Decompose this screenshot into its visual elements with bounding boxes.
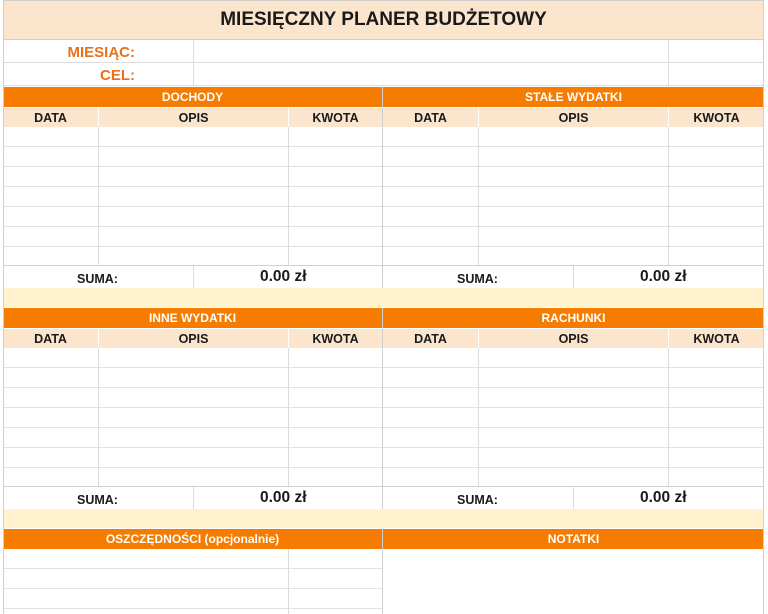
income-col-date: DATA xyxy=(3,108,98,127)
goal-label: CEL: xyxy=(100,66,135,84)
bills-col-date: DATA xyxy=(383,329,478,348)
income-sum-label: SUMA: xyxy=(77,272,118,286)
goal-input[interactable] xyxy=(194,63,668,85)
income-section-header: DOCHODY xyxy=(3,87,382,107)
bills-section-header: RACHUNKI xyxy=(383,308,764,328)
other-total: 0.00 zł xyxy=(260,489,307,506)
fixed-col-date: DATA xyxy=(383,108,478,127)
income-table-body[interactable] xyxy=(3,127,382,265)
page-title: MIESIĘCZNY PLANER BUDŻETOWY xyxy=(3,0,764,40)
spacer-band xyxy=(3,509,764,528)
bills-total: 0.00 zł xyxy=(640,489,687,506)
month-input[interactable] xyxy=(194,40,668,62)
notes-section-header: NOTATKI xyxy=(383,529,764,549)
bills-sum-label: SUMA: xyxy=(457,493,498,507)
budget-planner-sheet xyxy=(3,0,764,614)
other-col-desc: OPIS xyxy=(99,329,288,348)
fixed-expenses-section-header: STAŁE WYDATKI xyxy=(383,87,764,107)
spacer-band xyxy=(3,288,764,307)
bills-col-desc: OPIS xyxy=(479,329,668,348)
fixed-sum-label: SUMA: xyxy=(457,272,498,286)
fixed-col-desc: OPIS xyxy=(479,108,668,127)
fixed-total: 0.00 zł xyxy=(640,268,687,285)
bills-col-amount: KWOTA xyxy=(669,329,764,348)
income-col-amount: KWOTA xyxy=(289,108,382,127)
income-col-desc: OPIS xyxy=(99,108,288,127)
savings-table-body[interactable] xyxy=(3,549,382,614)
other-col-date: DATA xyxy=(3,329,98,348)
month-label: MIESIĄC: xyxy=(67,43,135,61)
other-table-body[interactable] xyxy=(3,348,382,486)
other-col-amount: KWOTA xyxy=(289,329,382,348)
bills-table-body[interactable] xyxy=(383,348,764,486)
other-expenses-section-header: INNE WYDATKI xyxy=(3,308,382,328)
fixed-table-body[interactable] xyxy=(383,127,764,265)
other-sum-label: SUMA: xyxy=(77,493,118,507)
notes-area[interactable] xyxy=(383,549,764,614)
fixed-col-amount: KWOTA xyxy=(669,108,764,127)
income-total: 0.00 zł xyxy=(260,268,307,285)
savings-section-header: OSZCZĘDNOŚCI (opcjonalnie) xyxy=(3,529,382,549)
